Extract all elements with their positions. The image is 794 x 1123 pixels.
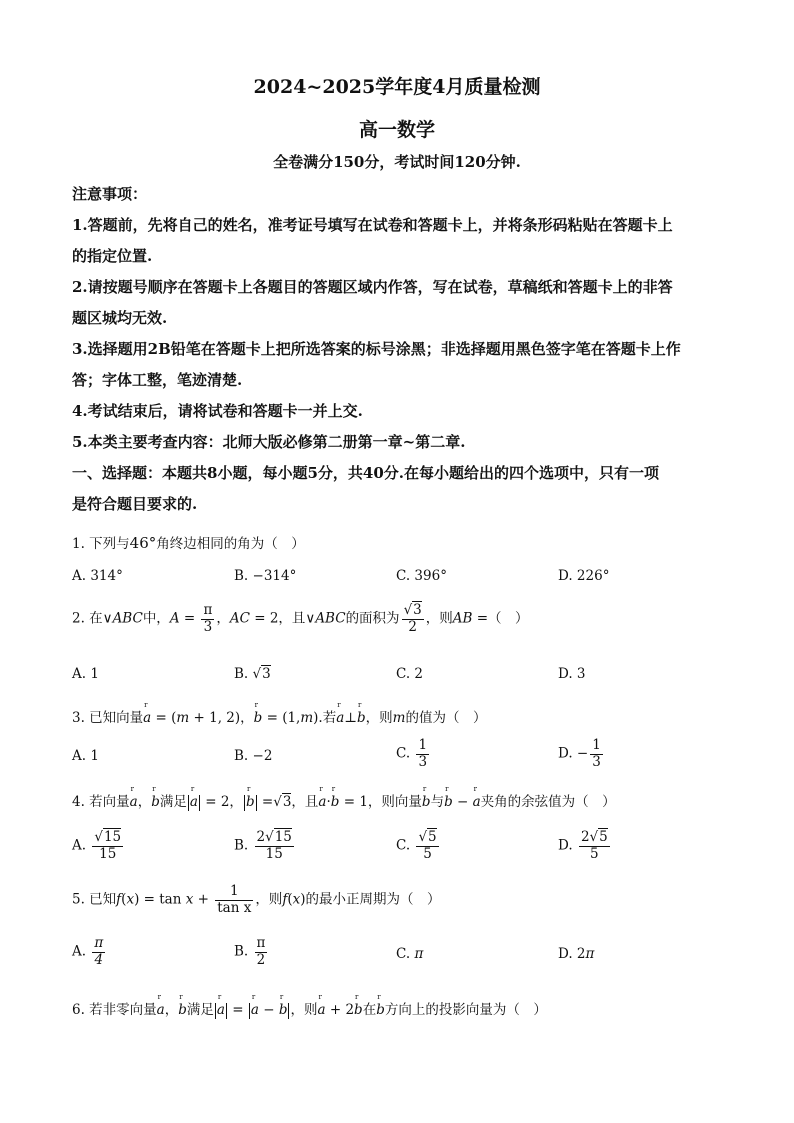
- q4-option-c[interactable]: C. $\frac{√5}{5}$: [396, 829, 437, 862]
- q3-option-b[interactable]: B. −2: [234, 748, 273, 764]
- question-6-stem: 6. 若非零向量r a，r b满足r a = r a − r b ，则r a + 2r b在r b方向上的投影向量为（ ）: [72, 998, 547, 1019]
- q2-option-c[interactable]: C. 2: [396, 666, 424, 682]
- q2-fraction-area: $\frac{√3}{2}$: [403, 602, 422, 635]
- question-1-stem: 1. 下列与46°角终边相同的角为（ ）: [72, 534, 305, 552]
- note-3-line-2: 答；字体工整，笔迹清楚.: [72, 371, 243, 389]
- q5-fraction: $\frac{1}{\text{tan x}}$: [217, 883, 252, 916]
- q4-option-b[interactable]: B. $\frac{2√15}{15}$: [234, 829, 292, 862]
- q3-option-d[interactable]: D. − $\frac{1}{3}$: [558, 737, 601, 770]
- q1-option-c[interactable]: C. 396°: [396, 568, 447, 584]
- q3-option-c[interactable]: C. $\frac{1}{3}$: [396, 737, 428, 770]
- q2-option-d[interactable]: D. 3: [558, 666, 586, 682]
- q1-option-a[interactable]: A. 314°: [72, 568, 123, 584]
- q2-option-b[interactable]: B. √3: [234, 666, 271, 682]
- exam-info: 全卷满分150分，考试时间120分钟.: [273, 153, 521, 171]
- q4-option-d[interactable]: D. $\frac{2√5}{5}$: [558, 829, 608, 862]
- question-2-stem: 2. 在∨ABC中，A = $\frac{\pi}{3}$ ，AC = 2，且∨ABC的面积为 $\frac{√3}{2}$ ，则AB =（ ）: [72, 602, 529, 635]
- question-4-stem: 4. 若向量r a，r b满足r a = 2，r b =√3，且r a·r b = 1，则向量r b与r b − r a夹角的余弦值为（ ）: [72, 790, 616, 811]
- note-4: 4.考试结束后，请将试卷和答题卡一并上交.: [72, 402, 363, 420]
- notes-heading: 注意事项：: [72, 185, 148, 203]
- q1-option-d[interactable]: D. 226°: [558, 568, 610, 584]
- section-1-line-1: 一、选择题：本题共8小题，每小题5分，共40分.在每小题给出的四个选项中，只有一项: [72, 464, 659, 482]
- question-5-stem: 5. 已知f(x) = tan x + $\frac{1}{\text{tan x}}$ ，则f(x)的最小正周期为（ ）: [72, 883, 441, 916]
- q5-option-c[interactable]: C. π: [396, 946, 424, 962]
- q1-option-b[interactable]: B. −314°: [234, 568, 297, 584]
- section-1-line-2: 是符合题目要求的.: [72, 495, 198, 513]
- note-3-line-1: 3.选择题用2B铅笔在答题卡上把所选答案的标号涂黑；非选择题用黑色签字笔在答题卡上作: [72, 340, 681, 358]
- note-1-line-1: 1.答题前，先将自己的姓名，准考证号填写在试卷和答题卡上，并将条形码粘贴在答题卡上: [72, 216, 673, 234]
- exam-title: 2024~2025学年度4月质量检测: [253, 76, 541, 98]
- question-3-stem: 3. 已知向量r a = (m + 1, 2)，r b = (1,m).若r a⊥r b，则m的值为（ ）: [72, 706, 486, 726]
- q3-option-a[interactable]: A. 1: [72, 748, 99, 764]
- subject-title: 高一数学: [358, 119, 435, 141]
- note-5: 5.本类主要考查内容：北师大版必修第二册第一章~第二章.: [72, 433, 466, 451]
- q2-fraction-pi-over-3: $\frac{\pi}{3}$: [203, 602, 213, 635]
- q5-option-a[interactable]: A. $\frac{\pi}{4}$: [72, 935, 104, 968]
- note-2-line-1: 2.请按题号顺序在答题卡上各题目的答题区域内作答，写在试卷，草稿纸和答题卡上的非答: [72, 278, 673, 296]
- q2-option-a[interactable]: A. 1: [72, 666, 99, 682]
- q4-option-a[interactable]: A. $\frac{√15}{15}$: [72, 829, 122, 862]
- q5-option-d[interactable]: D. 2π: [558, 946, 595, 962]
- note-1-line-2: 的指定位置.: [72, 247, 153, 265]
- q5-option-b[interactable]: B. $\frac{\pi}{2}$: [234, 935, 266, 968]
- note-2-line-2: 题区城均无效.: [72, 309, 168, 327]
